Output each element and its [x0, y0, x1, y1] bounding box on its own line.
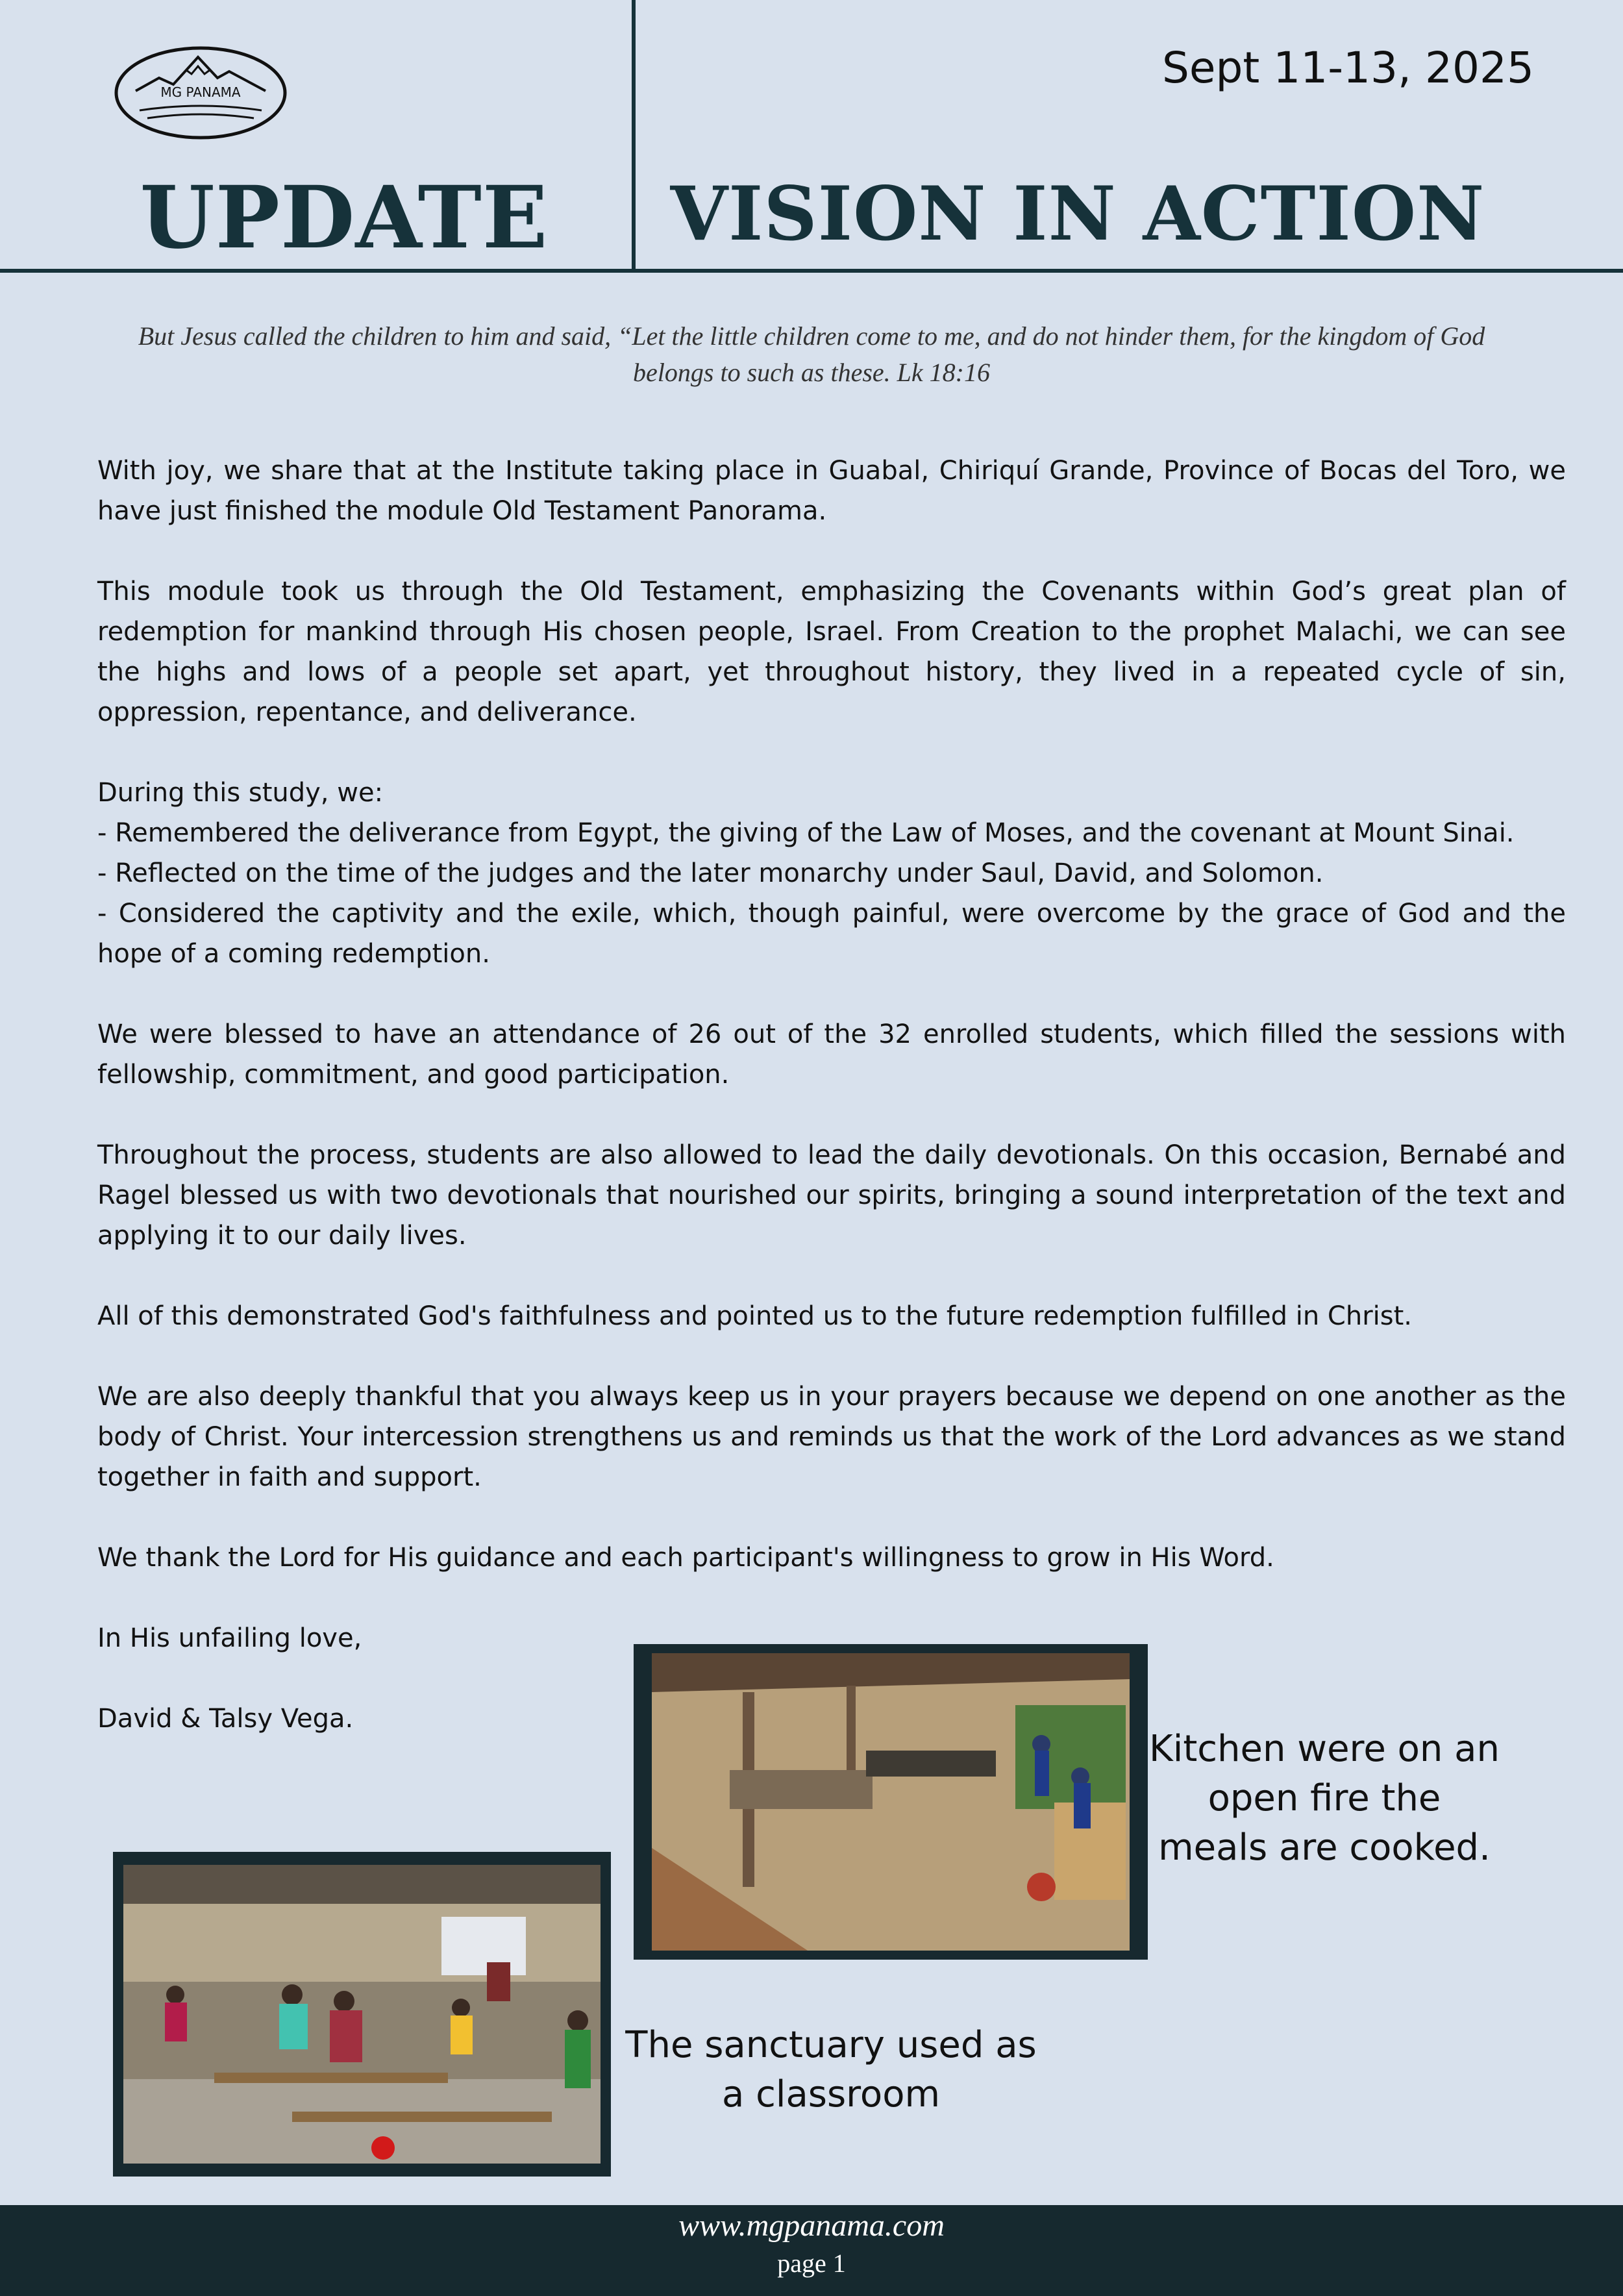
letter-body	[97, 451, 1566, 1779]
closing-line: In His unfailing love,	[97, 1623, 362, 1653]
classroom-photo	[113, 1852, 611, 2177]
header-horizontal-divider	[0, 269, 1623, 273]
kitchen-photo	[634, 1644, 1148, 1960]
vision-title: VISION IN ACTION	[670, 170, 1485, 257]
logo-text: MG PANAMA	[160, 84, 241, 100]
update-title: UPDATE	[140, 168, 549, 268]
signature: David & Talsy Vega.	[97, 1704, 354, 1734]
classroom-caption: The sanctuary used as a classroom	[625, 2024, 1037, 2115]
kitchen-caption: Kitchen were on an open fire the meals are cooked.	[1149, 1728, 1500, 1869]
paragraph-4: Throughout the process, students are also allowed to lead the daily devotionals. On this occasion, Bernabé and Ragel blessed us with two devotionals that nourished our spirits, bringing a sound interpretation of the text and applying it to our daily lives.	[97, 1140, 1566, 1251]
study-item: - Considered the captivity and the exile, which, though painful, were overcome by the grace of God and the hope of a coming redemption.	[97, 899, 1566, 969]
paragraph-6: We are also deeply thankful that you always keep us in your prayers because we depend on one another as the body of Christ. Your intercession strengthens us and reminds us that the work of the Lord advances as we stand together in faith and support.	[97, 1382, 1566, 1492]
paragraph-5: All of this demonstrated God's faithfulness and pointed us to the future redemption fulfilled in Christ.	[97, 1301, 1412, 1331]
paragraph-1: With joy, we share that at the Institute taking place in Guabal, Chiriquí Grande, Province of Bocas del Toro, we have just finished the module Old Testament Panorama.	[97, 456, 1566, 526]
study-item: - Reflected on the time of the judges and the later monarchy under Saul, David, and Solomon.	[97, 858, 1324, 888]
paragraph-7: We thank the Lord for His guidance and each participant's willingness to grow in His Word.	[97, 1543, 1274, 1573]
page-number: page 1	[777, 2249, 846, 2278]
study-intro: During this study, we:	[97, 778, 384, 808]
issue-date: Sept 11-13, 2025	[1162, 43, 1534, 93]
study-list	[97, 773, 1566, 974]
scripture-verse: But Jesus called the children to him and said, “Let the little children come to me, and do not hinder them, for the kingdom of God belongs to such as these. Lk 18:16	[138, 321, 1485, 387]
website-link[interactable]: www.mgpanama.com	[678, 2208, 945, 2243]
study-item: - Remembered the deliverance from Egypt, the giving of the Law of Moses, and the covenant at Mount Sinai.	[97, 818, 1515, 848]
paragraph-2: This module took us through the Old Testament, emphasizing the Covenants within God’s great plan of redemption for mankind through His chosen people, Israel. From Creation to the prophet Malachi, we can see the highs and lows of a people set apart, yet throughout history, they lived in a repeated cycle of sin, oppression, repentance, and deliverance.	[97, 577, 1566, 727]
header-vertical-divider	[632, 0, 636, 271]
paragraph-3: We were blessed to have an attendance of 26 out of the 32 enrolled students, which filled the sessions with fellowship, commitment, and good participation.	[97, 1019, 1566, 1090]
